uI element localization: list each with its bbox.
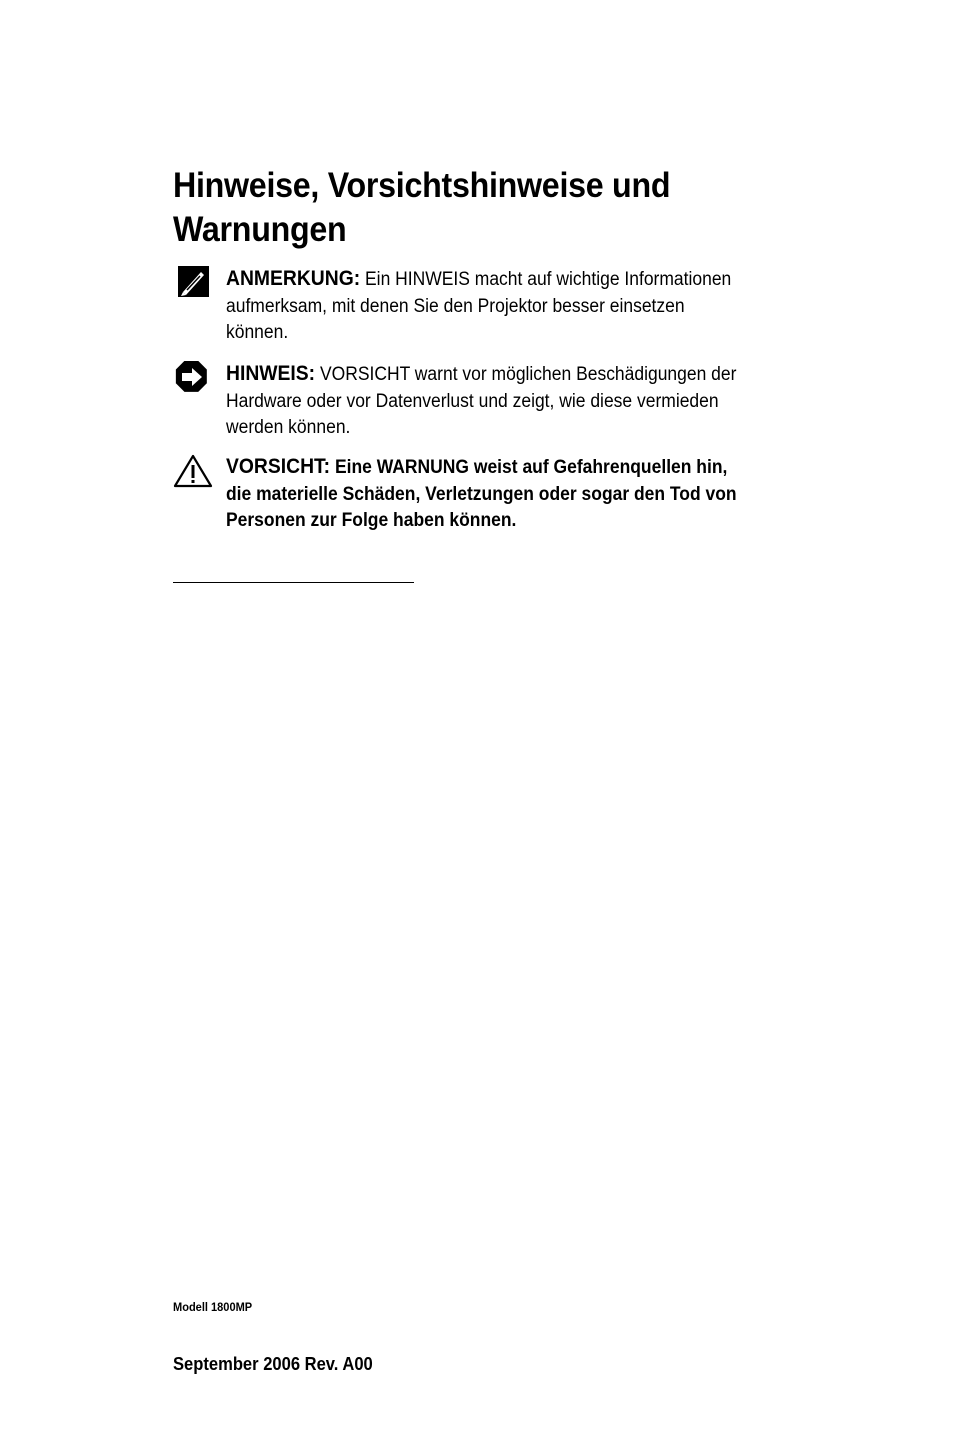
footnote-divider	[173, 582, 414, 583]
warning-triangle-icon	[173, 454, 211, 492]
note-hinweis	[173, 361, 793, 443]
note-anmerkung-text	[226, 266, 750, 347]
note-vorsicht	[173, 454, 793, 536]
note-label: HINWEIS:	[226, 362, 316, 385]
note-vorsicht-text	[226, 454, 750, 535]
note-body: VORSICHT warnt vor möglichen Beschädigungen der Hardware oder vor Datenverlust und zeigt, wie diese vermieden werden können.	[226, 364, 737, 438]
note-label: VORSICHT:	[226, 455, 331, 478]
page-title: Hinweise, Vorsichtshinweise und Warnungen	[173, 166, 671, 249]
note-anmerkung	[173, 266, 793, 348]
note-body: Ein HINWEIS macht auf wichtige Informationen aufmerksam, mit denen Sie den Projektor besser einsetzen können.	[226, 269, 732, 343]
arrow-notice-icon	[173, 361, 211, 399]
note-body: Eine WARNUNG weist auf Gefahrenquellen hin, die materielle Schäden, Verletzungen oder sogar den Tod von Personen zur Folge haben können.	[226, 457, 737, 531]
model-number: Modell 1800MP	[173, 1300, 253, 1314]
note-hinweis-text	[226, 361, 750, 442]
revision-date: September 2006 Rev. A00	[173, 1354, 373, 1374]
pencil-note-icon	[173, 266, 211, 304]
note-label: ANMERKUNG:	[226, 267, 361, 290]
